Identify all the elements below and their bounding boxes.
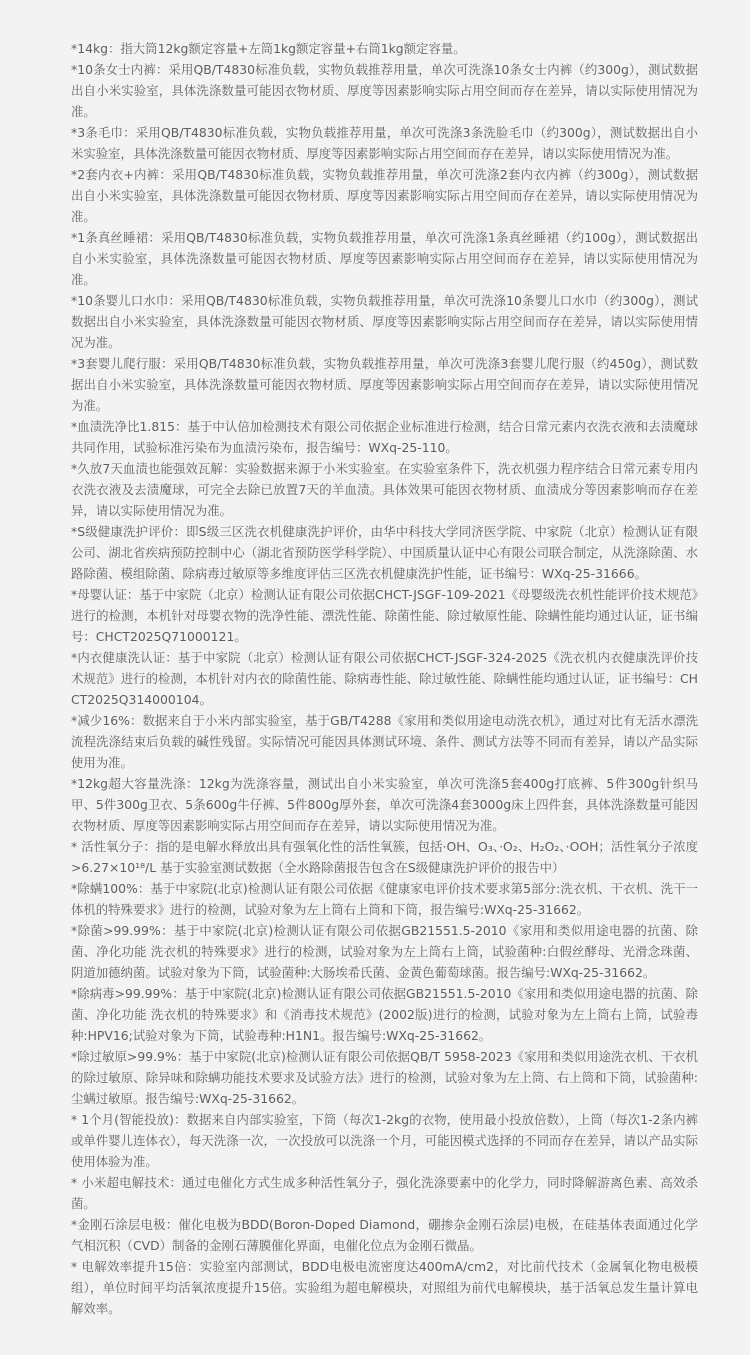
footnote-towels: *3条毛巾：采用QB/T4830标准负载，实物负载推荐用量，单次可洗涤3条洗脸毛巾（约300g），测试数据出自小米实验室，具体洗涤数量可能因衣物材质、厚度等因素影响实际占用空间而存在差异，请以实际使用情况为准。 xyxy=(71,125,698,161)
footnote-smart-dosing: * 1个月(智能投放)：数据来自内部实验室，下筒（每次1-2kg的衣物，使用最小投放倍数），上筒（每次1-2条内裤或单件婴儿连体衣），每天洗涤一次，一次投放可以洗涤一个月，可能因模式选择的不同而存在差异，请以产品实际使用体验为准。 xyxy=(71,1112,698,1169)
footnote-reduce-16-percent: *减少16%：数据来自于小米内部实验室，基于GB/T4288《家用和类似用途电动洗衣机》，通过对比有无活水漂洗流程洗涤结束后负载的碱性残留。实际情况可能因具体测试环境、条件、测试方法等不同而有差异，请以产品实际使用为准。 xyxy=(71,713,698,770)
footnote-capacity-14kg: *14kg：指大筒12kg额定容量+左筒1kg额定容量+右筒1kg额定容量。 xyxy=(71,41,466,56)
footnote-electrolysis-efficiency: * 电解效率提升15倍：实验室内部测试，BDD电极电流密度达400mA/cm2，对比前代技术（金属氧化物电极模组），单位时间平均活氧浓度提升15倍。实验组为超电解模块，对照组为前代电解模块，基于活氧总发生量计算电解效率。 xyxy=(71,1259,698,1316)
footnote-baby-rompers: *3套婴儿爬行服：采用QB/T4830标准负载，实物负载推荐用量，单次可洗涤3套婴儿爬行服（约450g），测试数据出自小米实验室，具体洗涤数量可能因衣物材质、厚度等因素影响实际占用空间而存在差异，请以实际使用情况为准。 xyxy=(71,356,698,413)
footnote-baby-bibs: *10条婴儿口水巾：采用QB/T4830标准负载，实物负载推荐用量，单次可洗涤10条婴儿口水巾（约300g），测试数据出自小米实验室，具体洗涤数量可能因衣物材质、厚度等因素影响实际占用空间而存在差异，请以实际使用情况为准。 xyxy=(71,293,698,350)
footnote-allergen-removal: *除过敏原>99.9%：基于中家院(北京)检测认证有限公司依据QB/T 5958-2023《家用和类似用途洗衣机、干衣机的除过敏原、除异味和除螨功能技术要求及试验方法》进行的检测，试验对象为左上筒、右上筒和下筒，试验菌种:尘螨过敏原。报告编号:WXq-25-31662。 xyxy=(71,1049,698,1106)
footnote-list xyxy=(71,38,698,1319)
footnote-underwear-health-cert: *内衣健康洗认证：基于中家院（北京）检测认证有限公司依据CHCT-JSGF-324-2025《洗衣机内衣健康洗评价技术规范》进行的检测，本机针对内衣的除菌性能、除病毒性能、除过敏性能、除螨性能均通过认证，证书编号：CHCT2025Q314000104。 xyxy=(71,650,698,707)
footnote-maternal-baby-cert: *母婴认证：基于中家院（北京）检测认证有限公司依据CHCT-JSGF-109-2021《母婴级洗衣机性能评价技术规范》进行的检测，本机针对母婴衣物的洗净性能、漂洗性能、除菌性能、除过敏原性能、除螨性能均通过认证，证书编号：CHCT2025Q71000121。 xyxy=(71,587,698,644)
footnote-underwear-sets: *2套内衣+内裤：采用QB/T4830标准负载，实物负载推荐用量，单次可洗涤2套内衣内裤（约300g），测试数据出自小米实验室，具体洗涤数量可能因衣物材质、厚度等因素影响实际占用空间而存在差异，请以实际使用情况为准。 xyxy=(71,167,698,224)
footnote-12kg-capacity: *12kg超大容量洗涤：12kg为洗涤容量，测试出自小米实验室，单次可洗涤5套400g打底裤、5件300g针织马甲、5件300g卫衣、5条600g牛仔裤、5件800g厚外套，单次可洗涤4套3000g床上四件套，具体洗涤数量可能因衣物材质、厚度等因素影响实际占用空间而存在差异，请以实际使用情况为准。 xyxy=(71,776,698,833)
footnote-diamond-electrode: *金刚石涂层电极：催化电极为BDD(Boron-Doped Diamond，硼掺杂金刚石涂层)电极，在硅基体表面通过化学气相沉积（CVD）制备的金刚石薄膜催化界面，电催化位点为金刚石微晶。 xyxy=(71,1217,698,1253)
footnote-silk-nightgown: *1条真丝睡裙：采用QB/T4830标准负载，实物负载推荐用量，单次可洗涤1条真丝睡裙（约100g），测试数据出自小米实验室，具体洗涤数量可能因衣物材质、厚度等因素影响实际占用空间而存在差异，请以实际使用情况为准。 xyxy=(71,230,698,287)
footnote-blood-stain-ratio: *血渍洗净比1.815：基于中认倍加检测技术有限公司依据企业标准进行检测，结合日常元素内衣洗衣液和去渍魔球共同作用，试验标准污染布为血渍污染布，报告编号：WXq-25-110。 xyxy=(71,419,698,455)
footnote-7day-blood-stain: *久放7天血渍也能强效瓦解：实验数据来源于小米实验室。在实验室条件下，洗衣机强力程序结合日常元素专用内衣洗衣液及去渍魔球，可完全去除已放置7天的羊血渍。具体效果可能因衣物材质、血渍成分等因素影响而存在差异，请以实际使用情况为准。 xyxy=(71,461,698,518)
footnote-s-grade-health-care: *S级健康洗护评价：即S级三区洗衣机健康洗护评价，由华中科技大学同济医学院、中家院（北京）检测认证有限公司、湖北省疾病预防控制中心（湖北省预防医学科学院）、中国质量认证中心有限公司联合制定，从洗涤除菌、水路除菌、模组除菌、除病毒过敏原等多维度评估三区洗衣机健康洗护性能，证书编号：WXq-25-31666。 xyxy=(71,524,698,581)
footnote-active-oxygen: * 活性氧分子：指的是电解水释放出具有强氧化性的活性氧簇，包括·OH、O₃、·O₂、H₂O₂、·OOH；活性氧分子浓度>6.27×10¹⁸/L 基于实验室测试数据（全水路除菌报告包含在S级健康洗护评价的报告中） xyxy=(71,839,698,875)
footnote-womens-underwear: *10条女士内裤：采用QB/T4830标准负载，实物负载推荐用量，单次可洗涤10条女士内裤（约300g），测试数据出自小米实验室，具体洗涤数量可能因衣物材质、厚度等因素影响实际占用空间而存在差异，请以实际使用情况为准。 xyxy=(71,62,698,119)
footnote-bacteria-removal: *除菌>99.99%：基于中家院(北京)检测认证有限公司依据GB21551.5-2010《家用和类似用途电器的抗菌、除菌、净化功能 洗衣机的特殊要求》进行的检测，试验对象为左上筒右上筒，试验菌种:白假丝酵母、光滑念珠菌、阴道加德纳菌。试验对象为下筒，试验菌种:大肠埃希氏菌、金黄色葡萄球菌。报告编号:WXq-25-31662。 xyxy=(71,923,698,980)
footnote-mite-removal: *除螨100%：基于中家院(北京)检测认证有限公司依据《健康家电评价技术要求第5部分:洗衣机、干衣机、洗干一体机的特殊要求》进行的检测，试验对象为左上筒右上筒和下筒，报告编号:WXq-25-31662。 xyxy=(71,881,698,917)
footnote-virus-removal: *除病毒>99.99%：基于中家院(北京)检测认证有限公司依据GB21551.5-2010《家用和类似用途电器的抗菌、除菌、净化功能 洗衣机的特殊要求》和《消毒技术规范》(2002版)进行的检测，试验对象为左上筒右上筒，试验毒种:HPV16;试验对象为下筒，试验毒种:H1N1。报告编号:WXq-25-31662。 xyxy=(71,986,698,1043)
footnote-super-electrolysis: * 小米超电解技术：通过电催化方式生成多种活性氧分子，强化洗涤要素中的化学力，同时降解游离色素、高效杀菌。 xyxy=(71,1175,698,1211)
